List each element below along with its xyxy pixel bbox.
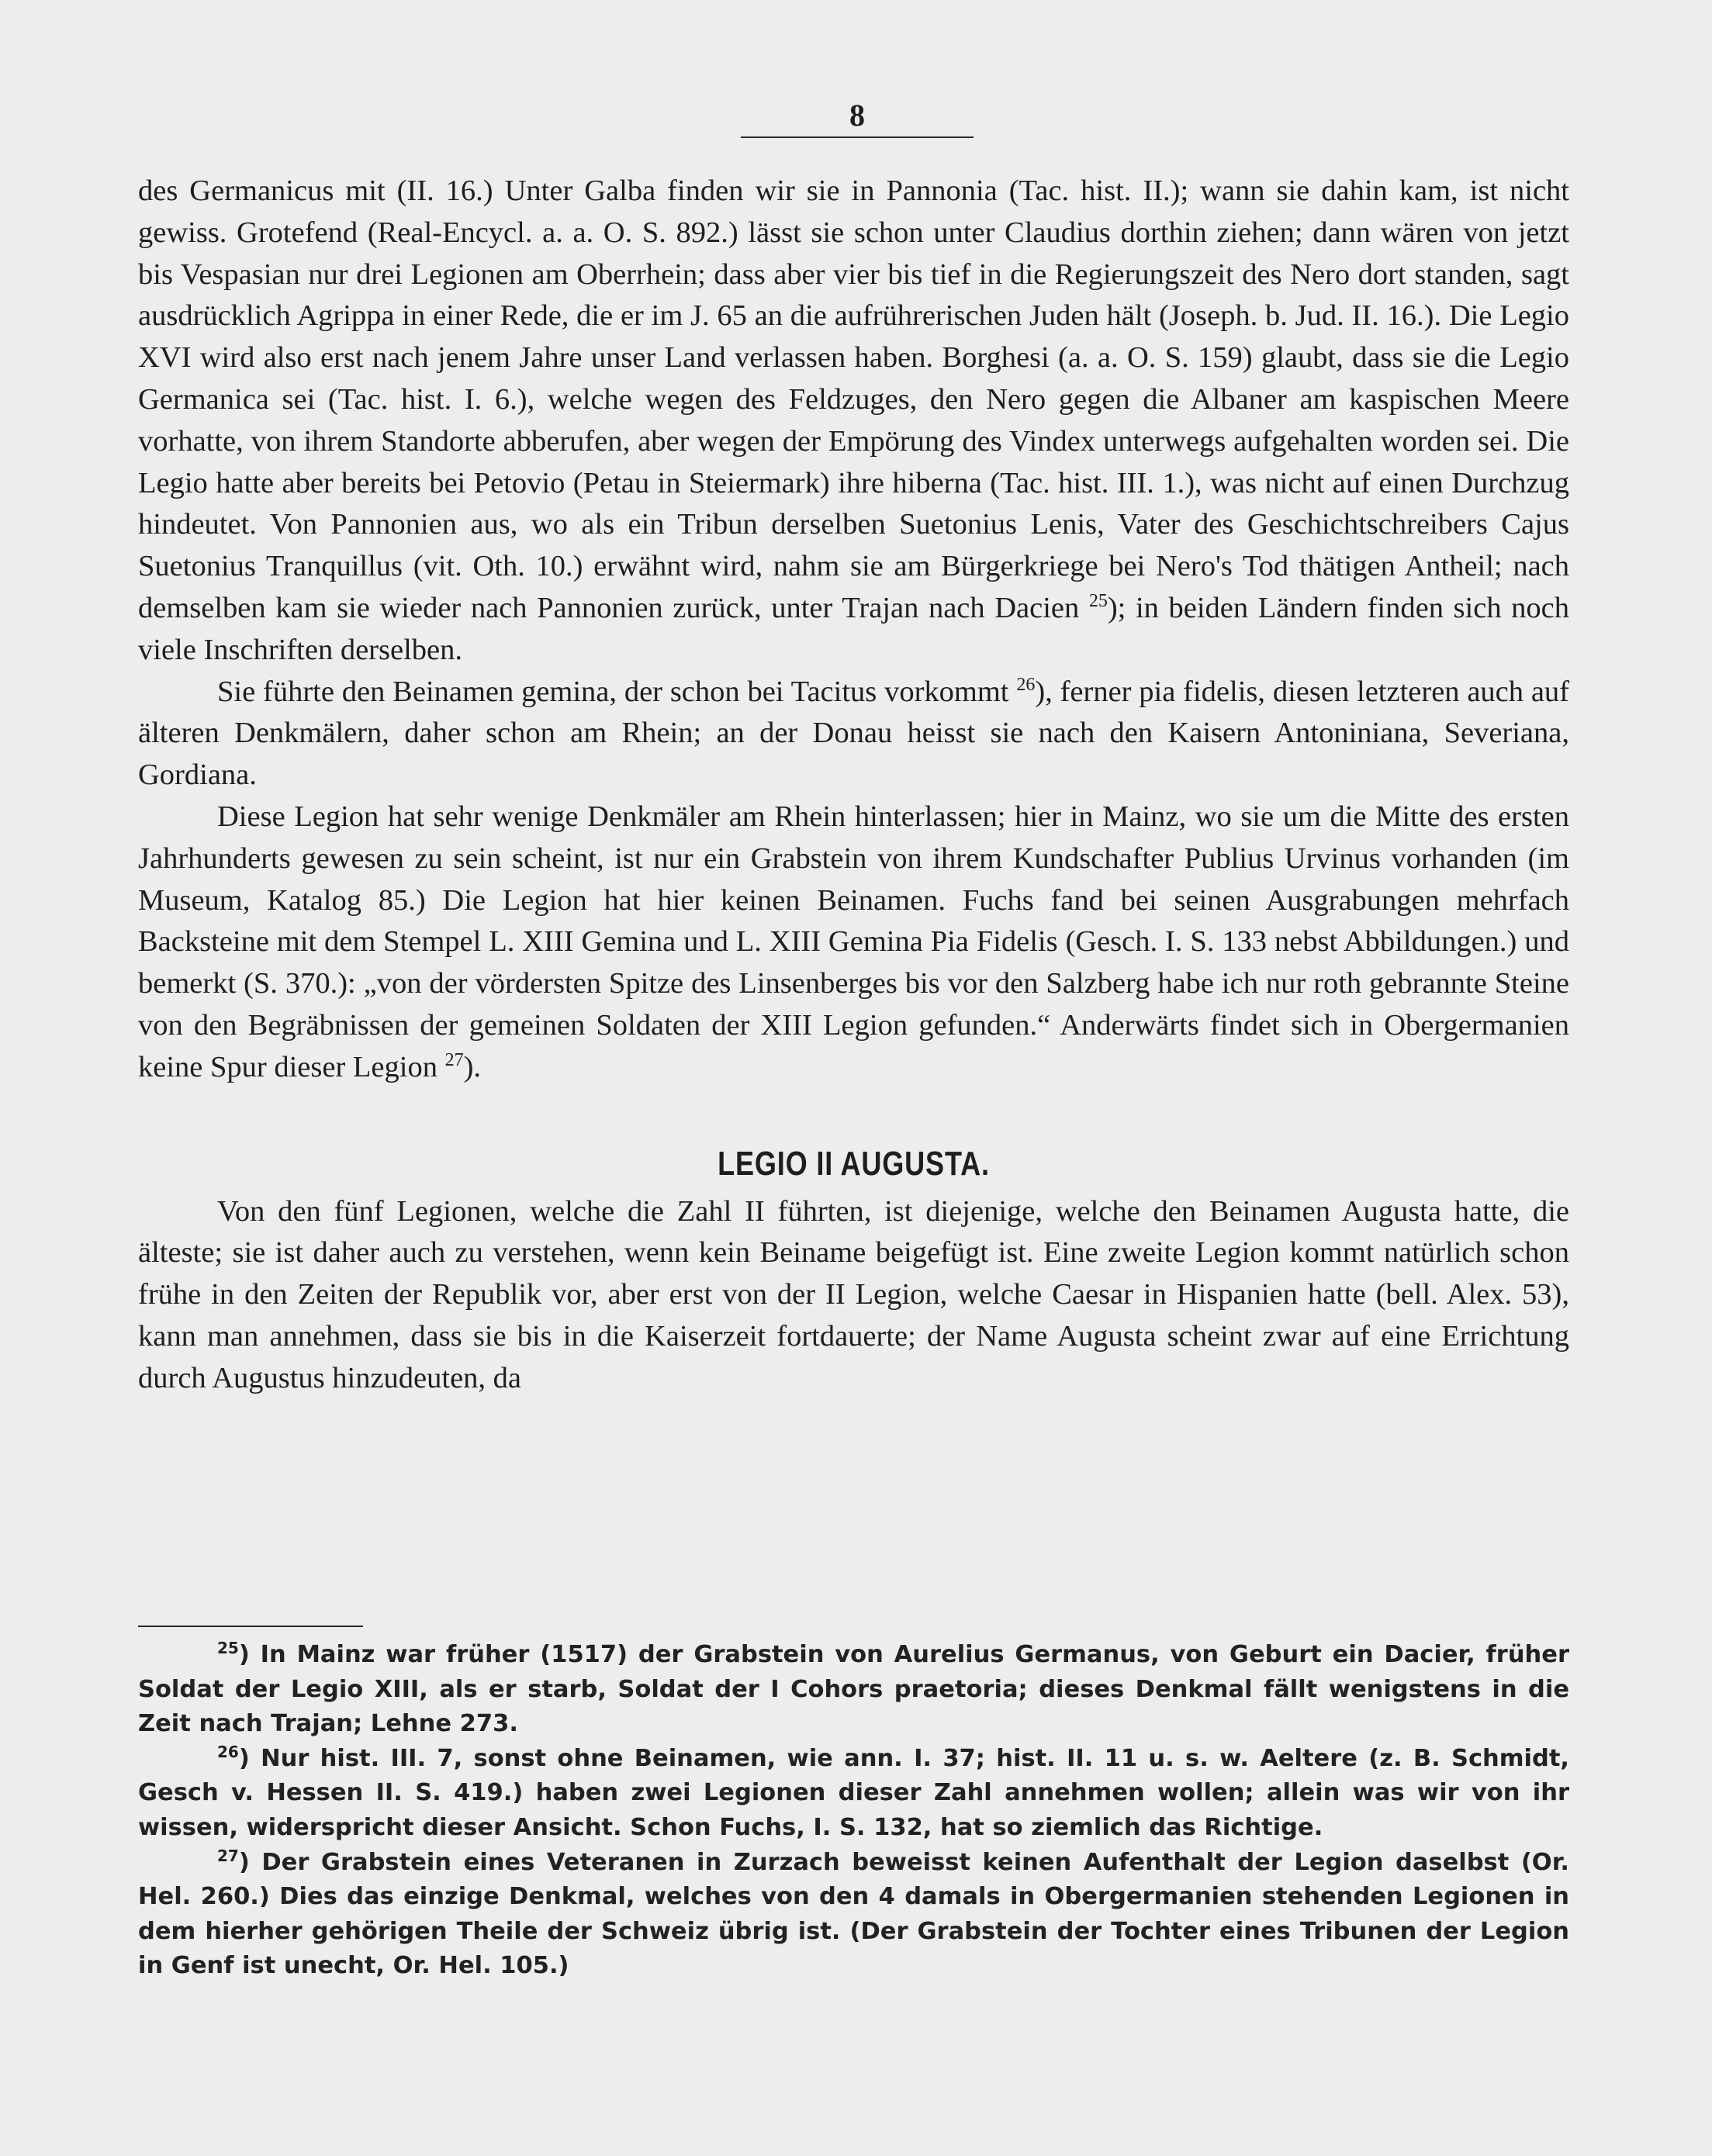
paragraph-3 [138, 796, 1569, 1089]
footnote-rule [138, 1626, 363, 1627]
paragraph-4: Von den fünf Legionen, welche die Zahl II führten, ist diejenige, welche den Beinamen Augusta hatte, die älteste; sie ist daher auch zu verstehen, wenn kein Beiname beigefügt ist. Eine zweite Legion kommt natürlich schon frühe in den Zeiten der Republik vor, aber erst von der II Legion, welche Caesar in Hispanien hatte (bell. Alex. 53), kann man annehmen, dass sie bis in die Kaiserzeit fortdauerte; der Name Augusta scheint zwar auf eine Errichtung durch Augustus hinzudeuten, da [138, 1194, 1569, 1394]
paragraph-2 [138, 672, 1569, 796]
footnote-text: ) Der Grabstein eines Veteranen in Zurzach beweisst keinen Aufenthalt der Legion daselbst (Or. Hel. 260.) Dies das einzige Denkmal, welches von den 4 damals in Obergermanien stehenden Legionen in dem hierher gehörigen Theile der Schweiz übrig ist. (Der Grabstein der Tochter eines Tribunen der Legion in Genf ist unecht, Or. Hel. 105.) [138, 1848, 1569, 1980]
footnotes [138, 1638, 1569, 1984]
paragraph-1 [138, 171, 1569, 672]
main-text [138, 171, 1569, 1400]
header-rule [741, 136, 974, 138]
footnote-27 [138, 1846, 1569, 1984]
footnote-mark: 27 [217, 1846, 239, 1865]
footnote-ref-25[interactable]: 25 [1088, 591, 1108, 612]
footnote-ref-26[interactable]: 26 [1016, 674, 1036, 695]
footnote-25 [138, 1638, 1569, 1742]
footnote-mark: 25 [217, 1638, 239, 1657]
section-heading: LEGIO II AUGUSTA. [718, 1144, 990, 1183]
footnote-text: ) In Mainz war früher (1517) der Grabstein von Aurelius Germanus, von Geburt ein Dacier, früher Soldat der Legio XIII, als er starb, Soldat der I Cohors praetoria; dieses Denkmal fällt wenigstens in die Zeit nach Trajan; Lehne 273. [138, 1641, 1569, 1738]
footnote-text: ) Nur hist. III. 7, sonst ohne Beinamen, wie ann. I. 37; hist. II. 11 u. s. w. Aeltere (z. B. Schmidt, Gesch v. Hessen II. S. 419.) haben zwei Legionen dieser Zahl annehmen wollen; allein was wir von ihr wissen, widerspricht dieser Ansicht. Schon Fuchs, I. S. 132, hat so ziemlich das Richtige. [138, 1744, 1569, 1841]
paragraph-1-text: des Germanicus mit (II. 16.) Unter Galba finden wir sie in Pannonia (Tac. hist. II.); wann sie dahin kam, ist nicht gewiss. Grotefend (Real-Encycl. a. a. O. S. 892.) lässt sie schon unter Claudius dorthin ziehen; dann wären von jetzt bis Vespasian nur drei Legionen am Oberrhein; dass aber vier bis tief in die Regierungszeit des Nero dort standen, sagt ausdrücklich Agrippa in einer Rede, die er im J. 65 an die aufrührerischen Juden hält (Joseph. b. Jud. II. 16.). Die Legio XVI wird also erst nach jenem Jahre unser Land verlassen haben. Borghesi (a. a. O. S. 159) glaubt, dass sie die Legio Germanica sei (Tac. hist. I. 6.), welche wegen des Feldzuges, den Nero gegen die Albaner am kaspischen Meere vorhatte, von ihrem Standorte abberufen, aber wegen der Empörung des Vindex unterwegs aufgehalten worden sei. Die Legio hatte aber bereits bei Petovio (Petau in Steiermark) ihre hiberna (Tac. hist. III. 1.), was nicht auf einen Durchzug hindeutet. Von Pannonien aus, wo als ein Tribun derselben Suetonius Lenis, Vater des Geschichtschreibers Cajus Suetonius Tranquillus (vit. Oth. 10.) erwähnt wird, nahm sie am Bürgerkriege bei Nero's Tod thätigen Antheil; nach demselben kam sie wieder nach Pannonien zurück, unter Trajan nach Dacien [138, 174, 1569, 624]
paragraph-1-end: ); in beiden Ländern finden sich noch viele Inschriften derselben. [138, 591, 1570, 666]
paragraph-2-text: Sie führte den Beinamen gemina, der schon bei Tacitus vorkommt [217, 675, 1009, 708]
paragraph-3-end: ). [463, 1050, 482, 1083]
page-number: 8 [849, 98, 865, 133]
footnote-26 [138, 1742, 1569, 1846]
footnote-mark: 26 [217, 1742, 239, 1761]
footnote-ref-27[interactable]: 27 [444, 1049, 464, 1070]
paragraph-2-end: ), ferner pia fidelis, diesen letzteren auch auf älteren Denkmälern, daher schon am Rhein; an der Donau heisst sie nach den Kaisern Antoniniana, Severiana, Gordiana. [138, 675, 1570, 792]
paragraph-3-text: Diese Legion hat sehr wenige Denkmäler am Rhein hinterlassen; hier in Mainz, wo sie um die Mitte des ersten Jahrhunderts gewesen zu sein scheint, ist nur ein Grabstein von ihrem Kundschafter Publius Urvinus vorhanden (im Museum, Katalog 85.) Die Legion hat hier keinen Beinamen. Fuchs fand bei seinen Ausgrabungen mehrfach Backsteine mit dem Stempel L. XIII Gemina und L. XIII Gemina Pia Fidelis (Gesch. I. S. 133 nebst Abbildungen.) und bemerkt (S. 370.): „von der vördersten Spitze des Linsenberges bis vor den Salzberg habe ich nur roth gebrannte Steine von den Begräbnissen der gemeinen Soldaten der XIII Legion gefunden.“ Anderwärts findet sich in Obergermanien keine Spur dieser Legion [138, 800, 1569, 1083]
